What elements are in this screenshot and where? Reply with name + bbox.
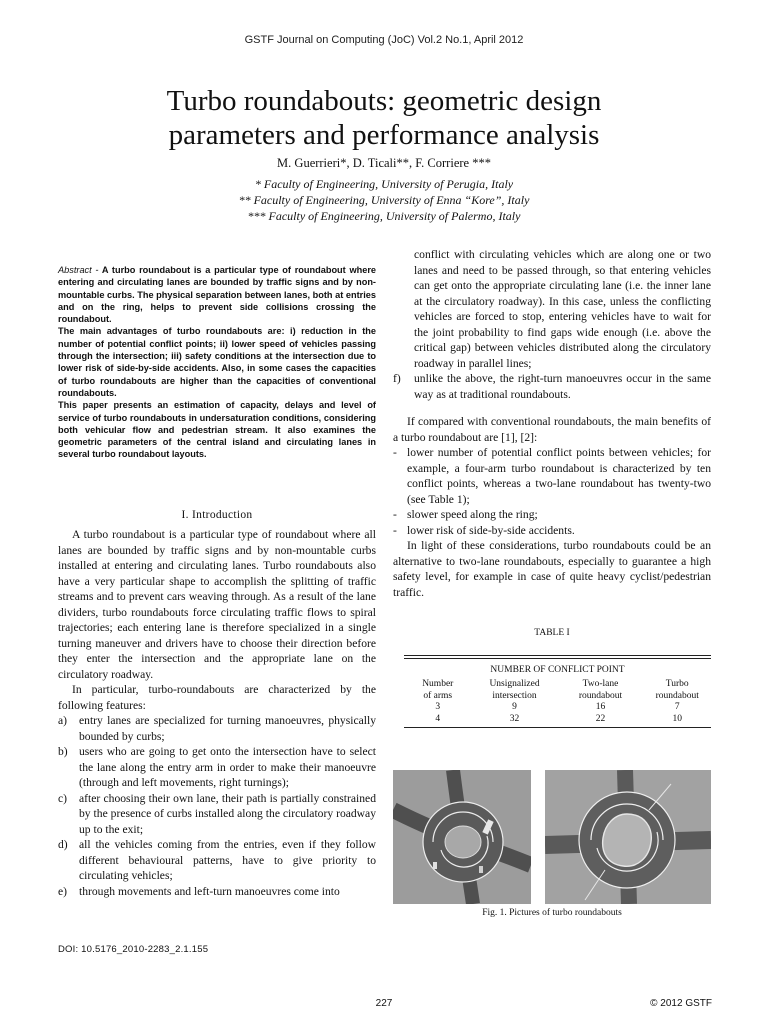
roundabout-photo-left [393, 770, 531, 904]
feature-text: through movements and left-turn manoeuvres come into [79, 884, 340, 898]
benefit-marker: - [393, 508, 397, 521]
page-number: 227 [375, 998, 393, 1009]
table-cell: 3 [435, 702, 441, 712]
feature-item [393, 371, 711, 402]
feature-marker: a) [58, 714, 68, 727]
benefits-intro: If compared with conventional roundabouts, the main benefits of a turbo roundabout are [1], [2]: [393, 415, 711, 444]
roundabout-photo-right [545, 770, 711, 904]
feature-marker: c) [58, 791, 68, 805]
column-header: Turbo roundabout [655, 679, 699, 701]
benefit-text: slower speed along the ring; [407, 508, 538, 521]
table-cell: 32 [509, 713, 520, 724]
abstract-text-1: A turbo roundabout is a particular type of roundabout where entering and circulating lanes are bounded by traffic signs and by non-mountable curbs. The physical separation between lanes, both at entries and on the ring, helps to prevent side collisions crossing the roundabout. [58, 265, 377, 325]
abstract [58, 264, 376, 461]
table-row [404, 714, 711, 726]
feature-continuation [393, 247, 711, 371]
feature-e-continued: conflict with circulating vehicles which are along one or two lanes and need to be passed through, so that entering vehicles can get onto the appropriate circulating lane (i.e. the inner lane at the circulatory roadway). In this case, unless the conflicting vehicles are forced to stop, entering vehicles have to wait for the joint probability to find gaps wide enough (i.e. above the critical gap) between vehicles distributed along the circulatory roadway in parallel lines; [414, 248, 711, 370]
benefit-text: lower risk of side-by-side accidents. [407, 523, 575, 537]
abstract-paragraph-3: This paper presents an estimation of capacity, delays and level of service of turbo roundabouts in undersaturation conditions, considering both vehicular flow and pedestrian stream. It also examines the geometric parameters of the central island and circulating lanes in several turbo roundabout layouts. [58, 400, 376, 460]
feature-marker: f) [393, 372, 401, 385]
table-cell: 22 [595, 713, 606, 724]
feature-marker: b) [58, 745, 68, 758]
title-line-2: parameters and performance analysis [168, 119, 600, 151]
paper-title [60, 84, 708, 152]
column-header: Number of arms [422, 679, 454, 701]
benefit-item [393, 445, 711, 507]
table-row [404, 702, 711, 714]
table-cell: 4 [435, 713, 441, 724]
feature-text: entry lanes are specialized for turning manoeuvres, physically bounded by curbs; [79, 714, 376, 743]
feature-marker: d) [58, 838, 68, 851]
intro-paragraph-1: A turbo roundabout is a particular type of roundabout where all lanes are bounded by traffic signs and by non-mountable curbs installed at entering and circulating lanes. Turbo roundabouts also have a very particular shape to accomplish the splitting of traffic streams and to prevent cars weaving through. As a result of the lane dividers, turbo roundabouts force circulating traffic flows to spiral trajectories; each entering lane is therefore specialized in a single turning maneuver and drivers have to choose their direction before they enter the intersection and the appropriate lane on the circulatory roadway. [58, 528, 376, 681]
running-head: GSTF Journal on Computing (JoC) Vol.2 No.1, April 2012 [244, 34, 524, 46]
table-cell: 10 [672, 713, 682, 724]
table-heading: NUMBER OF CONFLICT POINT [490, 665, 625, 675]
conflict-table [404, 655, 711, 728]
feature-item [58, 837, 376, 884]
benefit-item [393, 507, 711, 523]
benefit-text: lower number of potential conflict points between vehicles; for example, a four-arm turbo roundabout is characterized by ten conflict points, whereas a two-lane roundabout has twenty-two (see Table 1); [407, 446, 711, 506]
column-header: Unsignalized intersection [489, 679, 540, 701]
roundabout-aerial-image [545, 770, 711, 904]
feature-item [58, 791, 376, 838]
feature-marker: e) [58, 884, 68, 898]
right-column-body [393, 247, 711, 600]
feature-item [58, 884, 376, 900]
abstract-paragraph-1 [58, 264, 376, 325]
affiliation-2: ** Faculty of Engineering, University of Enna “Kore”, Italy [238, 193, 530, 207]
table-cell: 16 [595, 702, 606, 712]
feature-text: users who are going to get onto the intersection have to select the lane along the entry arm in order to make their manoeuvre (through and left movements, right turnings); [79, 745, 376, 789]
abstract-lead: Abstract - [58, 265, 99, 275]
column-header: Two-lane roundabout [578, 679, 623, 701]
conclusion-paragraph: In light of these considerations, turbo roundabouts could be an alternative to two-lane roundabouts, especially to guarantee a high safety level, for example in case of quite heavy cyclist/pedestrian traffic. [393, 539, 711, 599]
feature-text: after choosing their own lane, their path is partially constrained by the presence of curbs installed along the circulatory roadway up to the exit; [79, 791, 376, 836]
affiliation-1: * Faculty of Engineering, University of Perugia, Italy [254, 177, 514, 191]
table-bottom-rule [404, 727, 711, 728]
table-body [404, 679, 711, 725]
intro-body [58, 527, 376, 899]
feature-text: all the vehicles coming from the entries, even if they follow different behavioural patterns, have to give priority to circulating vehicles; [79, 838, 376, 882]
benefit-item [393, 523, 711, 539]
feature-item [58, 713, 376, 744]
table-cell: 9 [512, 702, 517, 712]
benefit-marker: - [393, 446, 397, 459]
copyright: © 2012 GSTF [650, 998, 712, 1009]
section-heading: I. Introduction [181, 509, 253, 521]
abstract-paragraph-2: The main advantages of turbo roundabouts are: i) reduction in the number of potential conflict points; ii) lower speed of vehicles passing through the intersection; iii) safety conditions at the intersection due to lower risk of side-by-side accidents. Also, in some cases the capacities of turbo roundabouts are higher than the capacities of conventional roundabouts. [58, 326, 376, 398]
intro-paragraph-2: In particular, turbo-roundabouts are characterized by the following features: [58, 683, 376, 712]
benefit-marker: - [393, 523, 397, 537]
authors: M. Guerrieri*, D. Ticali**, F. Corriere *** [277, 156, 491, 170]
figure-caption: Fig. 1. Pictures of turbo roundabouts [482, 908, 622, 918]
table-cell: 7 [674, 702, 680, 712]
affiliation-3: *** Faculty of Engineering, University of Palermo, Italy [247, 209, 521, 223]
title-line-1: Turbo roundabouts: geometric design [166, 85, 602, 117]
table-top-rule [404, 655, 711, 659]
feature-text: unlike the above, the right-turn manoeuvres occur in the same way as at traditional roundabouts. [414, 372, 711, 401]
table-header-row [404, 679, 711, 702]
doi: DOI: 10.5176_2010-2283_2.1.155 [58, 944, 209, 955]
table-label: TABLE I [534, 628, 570, 638]
feature-item [58, 744, 376, 791]
roundabout-aerial-image [393, 770, 531, 904]
